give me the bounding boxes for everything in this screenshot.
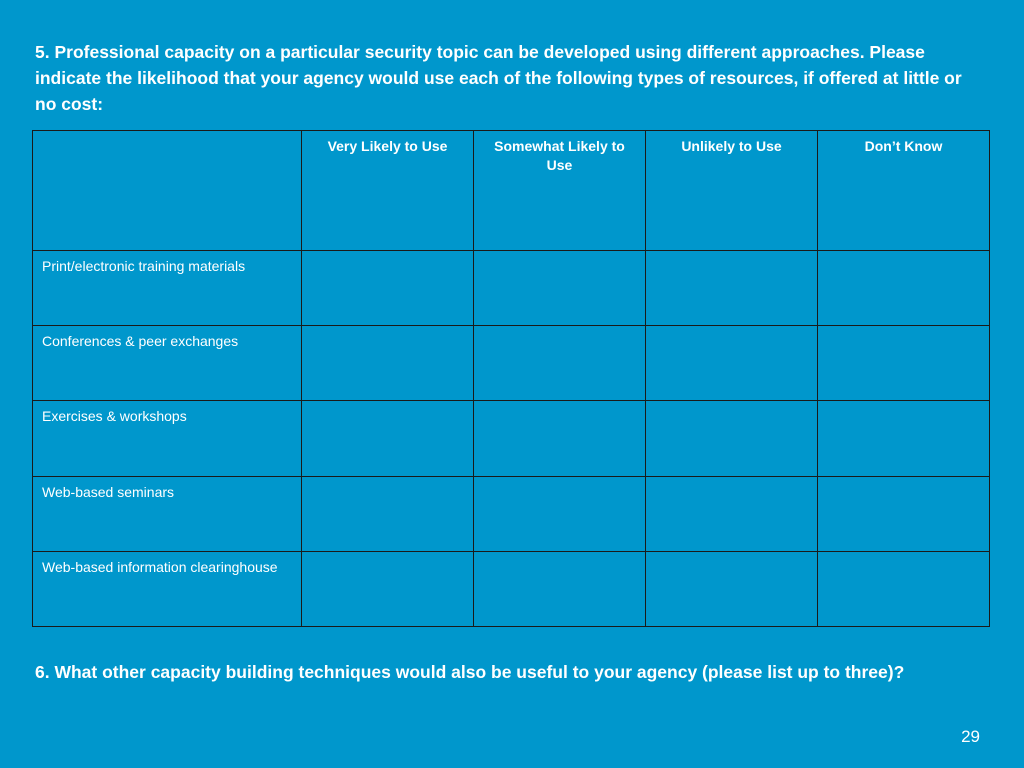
question-5-text: 5. Professional capacity on a particular security topic can be developed using different approaches. Please indicate the likelihood that your agency would use each of the following types of resources, if offered at little or no cost:	[35, 42, 962, 114]
row-label-conferences: Conferences & peer exchanges	[33, 326, 302, 401]
cell-dont-know	[818, 476, 990, 551]
cell-somewhat-likely	[474, 551, 646, 626]
cell-very-likely	[302, 551, 474, 626]
cell-unlikely	[646, 326, 818, 401]
cell-very-likely	[302, 401, 474, 476]
cell-very-likely	[302, 326, 474, 401]
table-row	[33, 326, 990, 401]
cell-very-likely	[302, 250, 474, 325]
header-unlikely: Unlikely to Use	[646, 131, 818, 251]
cell-somewhat-likely	[474, 250, 646, 325]
row-label-web-seminars: Web-based seminars	[33, 476, 302, 551]
cell-unlikely	[646, 250, 818, 325]
question-6-text: 6. What other capacity building techniques would also be useful to your agency (please list up to three)?	[35, 662, 905, 682]
cell-dont-know	[818, 326, 990, 401]
cell-unlikely	[646, 476, 818, 551]
resource-likelihood-table	[32, 130, 990, 627]
header-dont-know: Don’t Know	[818, 131, 990, 251]
row-label-exercises: Exercises & workshops	[33, 401, 302, 476]
row-label-print-electronic: Print/electronic training materials	[33, 250, 302, 325]
cell-dont-know	[818, 250, 990, 325]
cell-dont-know	[818, 551, 990, 626]
cell-dont-know	[818, 401, 990, 476]
cell-somewhat-likely	[474, 326, 646, 401]
table-row	[33, 401, 990, 476]
header-blank-cell	[33, 131, 302, 251]
cell-very-likely	[302, 476, 474, 551]
cell-unlikely	[646, 401, 818, 476]
cell-somewhat-likely	[474, 401, 646, 476]
row-label-web-clearinghouse: Web-based information clearinghouse	[33, 551, 302, 626]
page-number: 29	[961, 727, 980, 746]
cell-somewhat-likely	[474, 476, 646, 551]
table-row	[33, 551, 990, 626]
table-row	[33, 250, 990, 325]
table-row	[33, 476, 990, 551]
header-somewhat-likely: Somewhat Likely to Use	[474, 131, 646, 251]
cell-unlikely	[646, 551, 818, 626]
table-header-row	[33, 131, 990, 251]
header-very-likely: Very Likely to Use	[302, 131, 474, 251]
